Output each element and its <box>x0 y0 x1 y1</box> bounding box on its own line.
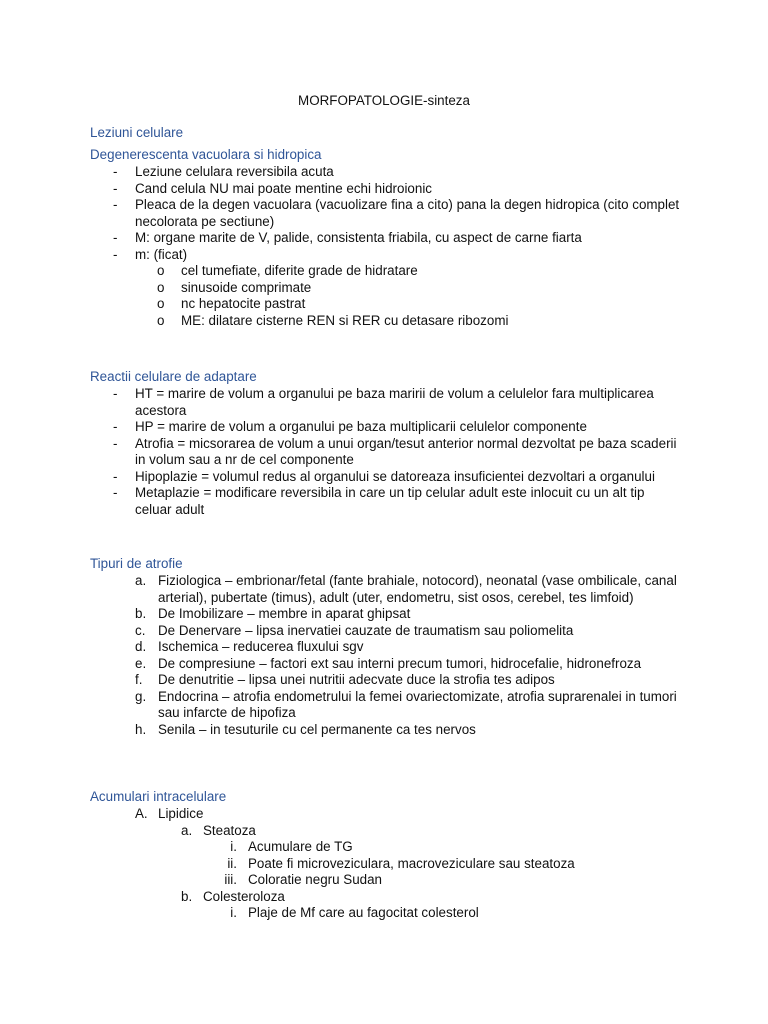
list-item <box>0 419 768 436</box>
sub-sub-list-item <box>0 856 768 873</box>
list-item <box>0 386 768 419</box>
list-item <box>0 197 768 230</box>
list-item-text: Senila – in tesuturile cu cel permanente ca tes nervos <box>158 721 476 737</box>
list-item <box>0 164 768 181</box>
list-item-text: De denutritie – lipsa unei nutritii adecvate duce la strofia tes adipos <box>158 672 555 687</box>
list-item <box>0 722 768 739</box>
bullet-dash: - <box>113 246 118 262</box>
bullet-circle: o <box>157 312 165 328</box>
sub-sub-list-item <box>0 905 768 922</box>
list-reactii <box>0 386 768 518</box>
sub-list-item-text: Steatoza <box>203 822 256 838</box>
list-item-text: Metaplazie = modificare reversibila in care un tip celular adult este inlocuit cu un alt tip celuar adult <box>135 485 645 517</box>
list-marker: a. <box>181 822 193 838</box>
list-item <box>0 606 768 623</box>
list-item-text: Atrofia = micsorarea de volum a unui organ/tesut anterior normal dezvoltat pe baza scaderii in volum sau a nr de cel componente <box>135 435 677 467</box>
list-item <box>0 639 768 656</box>
bullet-dash: - <box>113 180 118 196</box>
sub-list-item-text: sinusoide comprimate <box>181 279 312 295</box>
sub-sub-list-item <box>0 872 768 889</box>
list-item-text: Ischemica – reducerea fluxului sgv <box>158 639 364 654</box>
list-item <box>0 230 768 247</box>
list-item-text: HP = marire de volum a organului pe baza multiplicarii celulelor componente <box>135 419 587 434</box>
list-item <box>0 469 768 486</box>
list-acumulari <box>0 806 768 922</box>
list-item <box>0 573 768 606</box>
bullet-circle: o <box>157 263 165 278</box>
list-item-text: Fiziologica – embrionar/fetal (fante brahiale, notocord), neonatal (vase ombilicale, canal arterial), pubertate (timus), adult (uter, endometru, sist osos, cerebel, tes limfoid) <box>158 573 677 605</box>
sub-list-item-text: Colesteroloza <box>203 888 285 904</box>
list-item-text: Pleaca de la degen vacuolara (vacuolizare fina a cito) pana la degen hidropica (cito complet necolorata pe sectiune) <box>135 197 680 229</box>
list-marker: i. <box>230 905 237 920</box>
list-item-text: Hipoplazie = volumul redus al organului se datoreaza insuficientei dezvoltari a organului <box>135 468 655 484</box>
list-item <box>0 689 768 722</box>
heading-tipuri-atrofie: Tipuri de atrofie <box>90 556 183 571</box>
list-item-text: Cand celula NU mai poate mentine echi hidroionic <box>135 180 432 196</box>
bullet-dash: - <box>113 435 118 451</box>
list-marker: b. <box>181 888 193 904</box>
list-marker: iii. <box>224 872 237 887</box>
list-item <box>0 806 768 823</box>
bullet-dash: - <box>113 197 118 212</box>
list-item <box>0 485 768 518</box>
sub-list-item-text: nc hepatocite pastrat <box>181 296 306 311</box>
list-marker: i. <box>230 839 237 854</box>
list-item-text: Lipidice <box>158 806 204 821</box>
list-marker: a. <box>135 573 147 588</box>
list-marker: c. <box>135 622 146 638</box>
heading-reactii-celulare: Reactii celulare de adaptare <box>90 369 257 384</box>
list-marker: A. <box>135 806 148 821</box>
list-item <box>0 181 768 198</box>
list-item-text: De Imobilizare – membre in aparat ghipsat <box>158 606 411 621</box>
page-title: MORFOPATOLOGIE-sinteza <box>298 93 470 108</box>
list-item-text: m: (ficat) <box>135 246 188 262</box>
list-item-text: Leziune celulara reversibila acuta <box>135 164 334 179</box>
bullet-dash: - <box>113 230 118 245</box>
list-item <box>0 672 768 689</box>
list-item-text: De Denervare – lipsa inervatiei cauzate de traumatism sau poliomelita <box>158 622 574 638</box>
list-marker: e. <box>135 655 147 671</box>
list-marker: f. <box>135 672 143 687</box>
sub-list-item <box>0 296 768 313</box>
list-item <box>0 247 768 264</box>
list-marker: d. <box>135 639 147 654</box>
list-item-text: HT = marire de volum a organului pe baza maririi de volum a celulelor fara multiplicarea acestora <box>135 386 654 418</box>
sub-list-item <box>0 280 768 297</box>
subheading-degenerescenta: Degenerescenta vacuolara si hidropica <box>90 147 322 162</box>
sub-list-item <box>0 823 768 840</box>
list-marker: b. <box>135 606 147 621</box>
bullet-dash: - <box>113 386 118 401</box>
sub-list-item <box>0 889 768 906</box>
list-item-text: Endocrina – atrofia endometrului la femei ovariectomizate, atrofia suprarenalei in tumori sau infarcte de hipofiza <box>158 688 677 720</box>
list-item-text: M: organe marite de V, palide, consistenta friabila, cu aspect de carne fiarta <box>135 230 582 245</box>
sub-sub-list-item-text: Acumulare de TG <box>248 839 353 854</box>
sub-sub-list-item-text: Plaje de Mf care au fagocitat colesterol <box>248 905 479 920</box>
bullet-dash: - <box>113 419 118 434</box>
list-atrofie <box>0 573 768 738</box>
bullet-circle: o <box>157 279 165 295</box>
list-marker: g. <box>135 688 147 704</box>
heading-leziuni-celulare: Leziuni celulare <box>90 125 184 140</box>
sub-sub-list-item-text: Poate fi microveziculara, macroveziculare sau steatoza <box>248 855 575 871</box>
list-item <box>0 436 768 469</box>
list-leziuni <box>0 164 768 329</box>
list-item <box>0 656 768 673</box>
sub-list-item <box>0 263 768 280</box>
bullet-circle: o <box>157 296 165 311</box>
sub-list-item-text: ME: dilatare cisterne REN si RER cu detasare ribozomi <box>181 312 509 328</box>
list-marker: ii. <box>227 855 237 871</box>
list-item <box>0 623 768 640</box>
heading-acumulari-intracelulare: Acumulari intracelulare <box>90 789 227 804</box>
bullet-dash: - <box>113 164 118 179</box>
bullet-dash: - <box>113 485 118 500</box>
sub-list-item <box>0 313 768 330</box>
sub-list-item-text: cel tumefiate, diferite grade de hidratare <box>181 263 418 278</box>
bullet-dash: - <box>113 468 118 484</box>
sub-sub-list-item-text: Coloratie negru Sudan <box>248 872 382 887</box>
list-item-text: De compresiune – factori ext sau interni precum tumori, hidrocefalie, hidronefroza <box>158 655 642 671</box>
list-marker: h. <box>135 721 147 737</box>
sub-sub-list-item <box>0 839 768 856</box>
